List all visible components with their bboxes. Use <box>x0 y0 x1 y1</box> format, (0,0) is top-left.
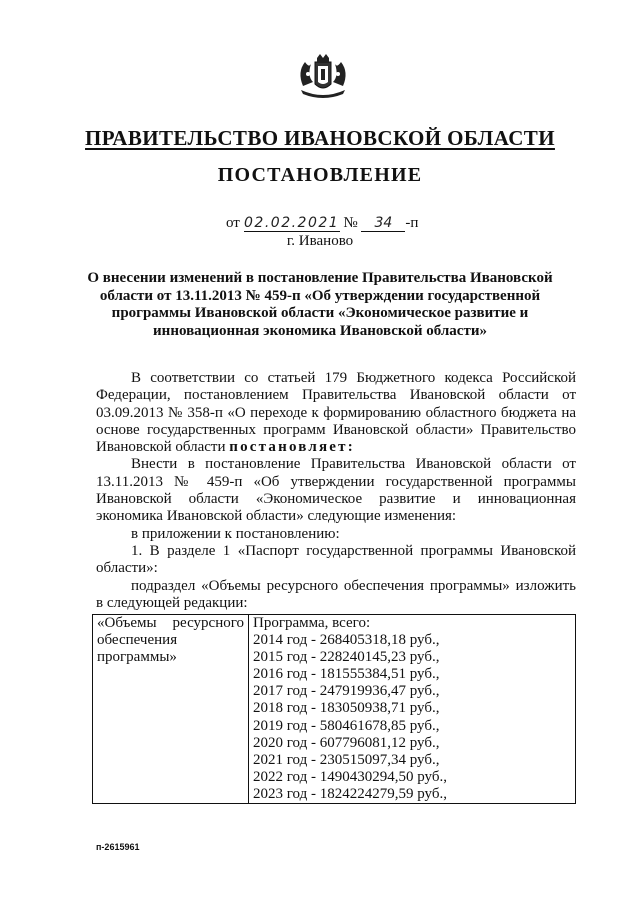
year-value: 2021 год - 230515097,34 руб., <box>253 751 440 768</box>
document-code: п-2615961 <box>96 842 140 852</box>
resolution-heading: О внесении изменений в постановление Правительства Ивановской области от 13.11.2013 № 459-п «Об утверждении государственной программы Ивановской области «Экономическое развитие и инновационная экономика Ивановской области» <box>87 270 553 339</box>
paragraph-text: В соответствии со статьей 179 Бюджетного кодекса Российской Федерации, постановлением Правительства Ивановской области от 03.09.2013 № 358-п «О переходе к формированию областного бюджета на основе государственных программ Ивановской области» Правительство Ивановской области <box>96 370 576 456</box>
body-paragraph: в приложении к постановлению: <box>131 525 340 542</box>
body-paragraph: Внести в постановление Правительства Ивановской области от 13.11.2013 № 459-п «Об утверждении государственной программы Ивановской области «Экономическое развитие и инновационная экономика Ивановской области» следующие изменения: <box>96 456 576 525</box>
year-value: 2015 год - 228240145,23 руб., <box>253 649 440 666</box>
body-paragraph: подраздел «Объемы ресурсного обеспечения программы» изложить в следующей редакции: <box>96 577 576 611</box>
table-values-cell <box>249 615 576 804</box>
table-label-cell: «Объемы ресурсного обеспечения программы» <box>93 615 249 804</box>
document-type-title: ПОСТАНОВЛЕНИЕ <box>217 164 423 186</box>
handwritten-number: 34 <box>361 215 405 232</box>
table-row <box>93 615 576 804</box>
date-prefix: от <box>226 215 240 231</box>
year-value: 2017 год - 247919936,47 руб., <box>253 683 440 700</box>
body-paragraph: 1. В разделе 1 «Паспорт государственной программы Ивановской области»: <box>96 542 576 577</box>
number-sign: № <box>343 215 358 231</box>
government-title: ПРАВИТЕЛЬСТВО ИВАНОВСКОЙ ОБЛАСТИ <box>85 126 555 150</box>
year-value: 2020 год - 607796081,12 руб., <box>253 734 440 751</box>
year-value: 2022 год - 1490430294,50 руб., <box>253 768 447 785</box>
year-value: 2019 год - 580461678,85 руб., <box>253 717 440 734</box>
handwritten-date: 02.02.2021 <box>244 215 340 231</box>
year-value: 2018 год - 183050938,71 руб., <box>253 700 440 717</box>
resolves-keyword: постановляет: <box>229 439 355 456</box>
coat-of-arms-emblem <box>293 52 353 102</box>
date-number-line <box>226 215 418 232</box>
document-body <box>96 370 576 612</box>
number-suffix: -п <box>405 215 419 231</box>
year-value: 2014 год - 268405318,18 руб., <box>253 632 440 649</box>
city-name: г. Иваново <box>286 233 354 249</box>
table-values-header: Программа, всего: <box>253 615 371 631</box>
body-paragraph <box>96 370 576 456</box>
year-value: 2023 год - 1824224279,59 руб., <box>253 785 447 802</box>
resource-table <box>92 614 576 804</box>
year-value: 2016 год - 181555384,51 руб., <box>253 666 440 683</box>
